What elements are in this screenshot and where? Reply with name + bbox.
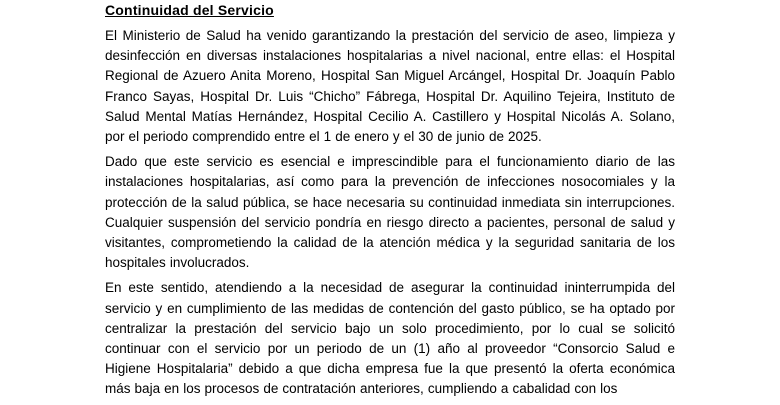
document-title: Continuidad del Servicio [105, 2, 274, 18]
paragraph-continuidad-proveedor: En este sentido, atendiendo a la necesidad de asegurar la continuidad ininterrumpida del servicio y en cumplimiento de las medidas de contención del gasto público, se ha optado por centralizar la prestación del servicio bajo un solo procedimiento, por lo cual se solicitó continuar con el servicio por un periodo de un (1) año al proveedor “Consorcio Salud e Higiene Hospitalaria” debido a que dicha empresa fue la que presentó la oferta económica más baja en los procesos de contratación anteriores, cumpliendo a cabalidad con los [105, 280, 675, 397]
paragraph-ministerio-salud: El Ministerio de Salud ha venido garantizando la prestación del servicio de aseo, limpieza y desinfección en diversas instalaciones hospitalarias a nivel nacional, entre ellas: el Hospital Regional de Azuero Anita Moreno, Hospital San Miguel Arcángel, Hospital Dr. Joaquín Pablo Franco Sayas, Hospital Dr. Luis “Chicho” Fábrega, Hospital Dr. Aquilino Tejeira, Instituto de Salud Mental Matías Hernández, Hospital Cecilio A. Castillero y Hospital Nicolás A. Solano, por el periodo comprendido entre el 1 de enero y el 30 de junio de 2025. [105, 28, 675, 145]
document-content [105, 0, 675, 405]
paragraph-servicio-esencial: Dado que este servicio es esencial e imprescindible para el funcionamiento diario de las instalaciones hospitalarias, así como para la prevención de infecciones nosocomiales y la protección de la salud pública, se hace necesaria su continuidad inmediata sin interrupciones. Cualquier suspensión del servicio pondría en riesgo directo a pacientes, personal de salud y visitantes, comprometiendo la calidad de la atención médica y la seguridad sanitaria de los hospitales involucrados. [105, 154, 675, 271]
